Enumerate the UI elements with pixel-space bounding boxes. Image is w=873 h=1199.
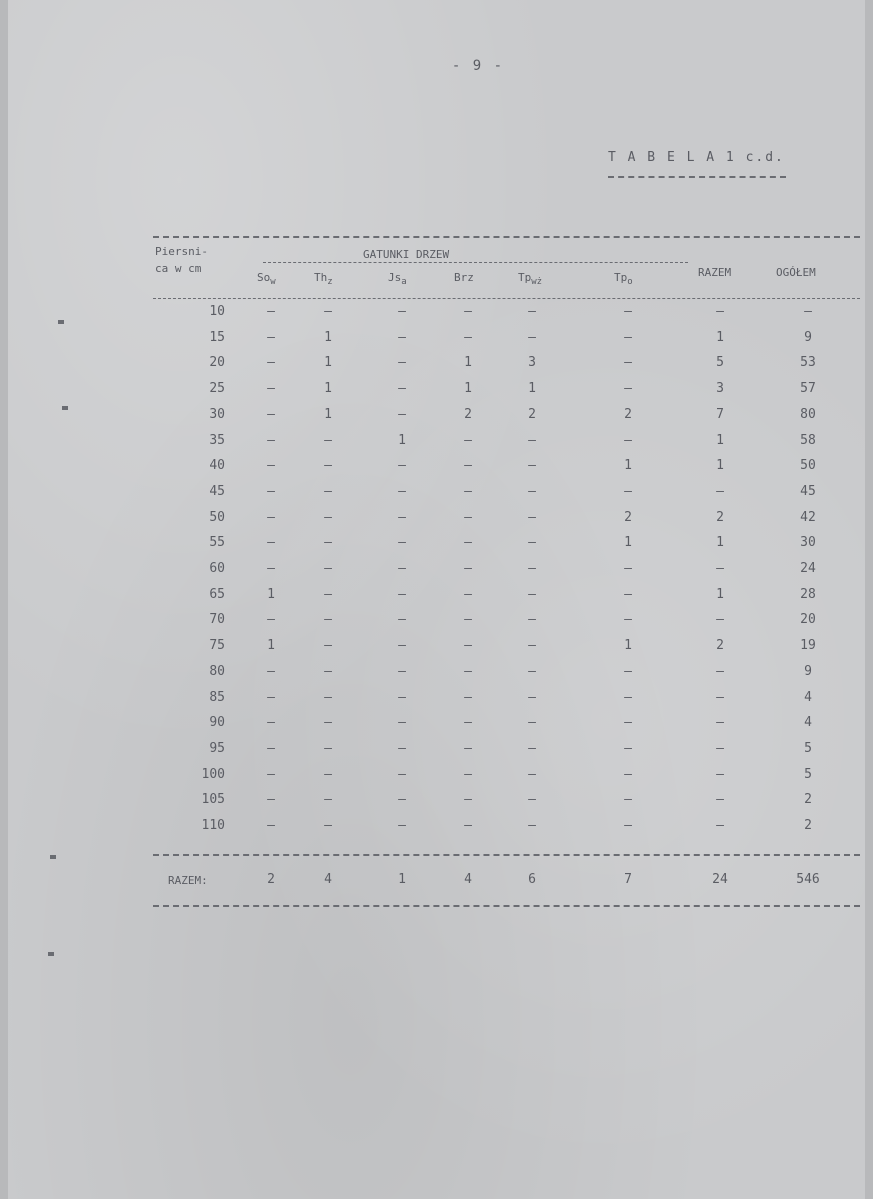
value-cell: 3 — [528, 355, 536, 371]
total-cell: 7 — [624, 872, 632, 887]
species-header-sub: a — [401, 277, 407, 288]
value-cell: – — [324, 483, 332, 499]
value-cell: – — [267, 740, 275, 756]
value-cell: – — [267, 818, 275, 833]
value-cell: 2 — [716, 509, 724, 525]
diameter-cell: 70 — [209, 612, 225, 628]
value-cell: – — [464, 689, 472, 705]
value-cell: – — [464, 304, 472, 319]
value-cell: – — [267, 689, 275, 705]
value-cell: – — [267, 406, 275, 422]
species-header-sub: z — [327, 277, 333, 288]
value-cell: 30 — [800, 535, 816, 551]
value-cell: – — [624, 304, 632, 319]
value-cell: – — [324, 509, 332, 525]
value-cell: 80 — [800, 406, 816, 422]
value-cell: – — [267, 766, 275, 782]
value-cell: – — [267, 663, 275, 679]
species-header-4 — [454, 271, 474, 284]
value-cell: – — [464, 792, 472, 808]
value-cell: – — [716, 561, 724, 576]
diameter-cell: 35 — [209, 432, 225, 448]
value-cell: 1 — [324, 381, 332, 397]
value-cell: – — [624, 561, 632, 576]
diameter-cell: 20 — [209, 355, 225, 371]
value-cell: – — [804, 304, 812, 319]
value-cell: – — [267, 792, 275, 808]
value-cell: – — [398, 535, 406, 551]
value-cell: – — [324, 715, 332, 731]
value-cell: 4 — [804, 689, 812, 705]
value-cell: – — [398, 638, 406, 654]
value-cell: 9 — [804, 329, 812, 345]
value-cell: – — [267, 304, 275, 319]
value-cell: 1 — [624, 638, 632, 654]
value-cell: – — [398, 586, 406, 602]
value-cell: – — [716, 740, 724, 756]
diameter-cell: 90 — [209, 715, 225, 731]
value-cell: – — [716, 612, 724, 628]
diameter-cell: 45 — [209, 483, 225, 499]
total-cell: 4 — [324, 872, 332, 887]
value-cell: – — [398, 406, 406, 422]
col-diameter-header-line1: Piersni- — [155, 245, 208, 258]
value-cell: – — [464, 740, 472, 756]
title-underline — [608, 176, 786, 178]
paper-sheet — [8, 0, 865, 1199]
value-cell: – — [324, 740, 332, 756]
species-header-6 — [614, 271, 633, 287]
value-cell: – — [267, 535, 275, 551]
value-cell: – — [528, 483, 536, 499]
value-cell: – — [267, 715, 275, 731]
value-cell: – — [464, 483, 472, 499]
value-cell: – — [624, 355, 632, 371]
value-cell: – — [528, 586, 536, 602]
table-top-rule — [153, 236, 860, 238]
value-cell: – — [324, 304, 332, 319]
value-cell: – — [528, 432, 536, 448]
diameter-cell: 10 — [209, 304, 225, 319]
value-cell: 1 — [324, 355, 332, 371]
value-cell: – — [398, 612, 406, 628]
value-cell: – — [324, 612, 332, 628]
value-cell: – — [398, 458, 406, 474]
value-cell: – — [398, 355, 406, 371]
species-header-1 — [257, 271, 276, 287]
diameter-cell: 40 — [209, 458, 225, 474]
value-cell: – — [624, 766, 632, 782]
diameter-cell: 80 — [209, 663, 225, 679]
value-cell: – — [528, 689, 536, 705]
species-header-3 — [388, 271, 407, 287]
value-cell: – — [464, 638, 472, 654]
value-cell: – — [624, 586, 632, 602]
value-cell: – — [267, 432, 275, 448]
margin-mark — [62, 406, 68, 410]
value-cell: 42 — [800, 509, 816, 525]
value-cell: – — [528, 561, 536, 576]
diameter-cell: 15 — [209, 329, 225, 345]
value-cell: 4 — [804, 715, 812, 731]
value-cell: – — [624, 818, 632, 833]
total-cell: 2 — [267, 872, 275, 887]
value-cell: 2 — [804, 818, 812, 833]
value-cell: 1 — [324, 406, 332, 422]
value-cell: – — [324, 561, 332, 576]
species-header-base: Tp — [518, 271, 532, 284]
value-cell: – — [464, 715, 472, 731]
value-cell: 45 — [800, 483, 816, 499]
margin-mark — [58, 320, 64, 324]
value-cell: – — [716, 766, 724, 782]
value-cell: – — [464, 612, 472, 628]
value-cell: – — [324, 638, 332, 654]
species-group-rule — [263, 262, 688, 263]
value-cell: – — [464, 766, 472, 782]
value-cell: 24 — [800, 561, 816, 576]
value-cell: – — [624, 483, 632, 499]
value-cell: – — [624, 715, 632, 731]
species-header-base: Tp — [614, 271, 628, 284]
total-cell: 6 — [528, 872, 536, 887]
species-header-base: Th — [314, 271, 328, 284]
table-bottom-rule — [153, 905, 860, 907]
value-cell: – — [528, 638, 536, 654]
value-cell: – — [528, 509, 536, 525]
value-cell: 1 — [624, 535, 632, 551]
value-cell: 1 — [624, 458, 632, 474]
value-cell: – — [324, 689, 332, 705]
species-group-header: GATUNKI DRZEW — [363, 248, 450, 261]
col-diameter-header-line2: ca w cm — [155, 262, 202, 275]
value-cell: – — [398, 329, 406, 345]
diameter-cell: 65 — [209, 586, 225, 602]
value-cell: – — [528, 818, 536, 833]
diameter-cell: 100 — [201, 766, 225, 782]
species-header-sub: wż — [531, 277, 543, 288]
total-cell: 546 — [796, 872, 820, 887]
value-cell: – — [267, 355, 275, 371]
col-ogolem-header: OGÓŁEM — [776, 266, 816, 279]
value-cell: 1 — [464, 355, 472, 371]
value-cell: – — [624, 689, 632, 705]
value-cell: – — [464, 329, 472, 345]
value-cell: 5 — [716, 355, 724, 371]
value-cell: – — [267, 329, 275, 345]
total-cell: 4 — [464, 872, 472, 887]
value-cell: 1 — [267, 638, 275, 654]
value-cell: – — [624, 381, 632, 397]
value-cell: – — [398, 304, 406, 319]
value-cell: – — [716, 663, 724, 679]
value-cell: 50 — [800, 458, 816, 474]
value-cell: – — [324, 586, 332, 602]
value-cell: – — [624, 612, 632, 628]
diameter-cell: 110 — [201, 818, 225, 833]
diameter-cell: 30 — [209, 406, 225, 422]
value-cell: 1 — [716, 458, 724, 474]
value-cell: – — [528, 458, 536, 474]
page-number: - 9 - — [451, 58, 505, 74]
value-cell: – — [398, 689, 406, 705]
value-cell: – — [528, 792, 536, 808]
value-cell: – — [624, 663, 632, 679]
species-header-5 — [518, 271, 542, 287]
value-cell: – — [624, 792, 632, 808]
value-cell: 2 — [464, 406, 472, 422]
value-cell: 2 — [528, 406, 536, 422]
value-cell: – — [624, 329, 632, 345]
value-cell: – — [716, 304, 724, 319]
value-cell: – — [324, 458, 332, 474]
value-cell: – — [398, 740, 406, 756]
value-cell: 2 — [624, 406, 632, 422]
diameter-cell: 85 — [209, 689, 225, 705]
value-cell: 1 — [716, 535, 724, 551]
value-cell: – — [398, 663, 406, 679]
value-cell: – — [716, 818, 724, 833]
value-cell: 2 — [716, 638, 724, 654]
value-cell: – — [464, 458, 472, 474]
value-cell: – — [716, 792, 724, 808]
value-cell: 58 — [800, 432, 816, 448]
diameter-cell: 25 — [209, 381, 225, 397]
value-cell: – — [528, 329, 536, 345]
value-cell: 9 — [804, 663, 812, 679]
value-cell: – — [267, 612, 275, 628]
value-cell: – — [464, 509, 472, 525]
value-cell: – — [324, 818, 332, 833]
value-cell: – — [624, 432, 632, 448]
species-header-base: Brz — [454, 271, 474, 284]
value-cell: – — [624, 740, 632, 756]
value-cell: – — [324, 535, 332, 551]
value-cell: 20 — [800, 612, 816, 628]
value-cell: 1 — [267, 586, 275, 602]
diameter-cell: 60 — [209, 561, 225, 576]
header-bottom-rule — [153, 298, 860, 299]
value-cell: – — [528, 715, 536, 731]
species-header-sub: o — [627, 277, 633, 288]
total-cell: 1 — [398, 872, 406, 887]
value-cell: 19 — [800, 638, 816, 654]
value-cell: 7 — [716, 406, 724, 422]
value-cell: – — [464, 432, 472, 448]
species-header-base: So — [257, 271, 271, 284]
value-cell: 28 — [800, 586, 816, 602]
value-cell: – — [267, 561, 275, 576]
value-cell: 5 — [804, 740, 812, 756]
value-cell: 3 — [716, 381, 724, 397]
species-header-base: Js — [388, 271, 402, 284]
value-cell: 2 — [804, 792, 812, 808]
value-cell: – — [398, 561, 406, 576]
table-title: T A B E L A 1 c.d. — [608, 150, 785, 165]
value-cell: – — [324, 663, 332, 679]
value-cell: 1 — [716, 586, 724, 602]
value-cell: 1 — [716, 432, 724, 448]
margin-mark — [48, 952, 54, 956]
margin-mark — [50, 855, 56, 859]
total-cell: 24 — [712, 872, 728, 887]
value-cell: – — [267, 483, 275, 499]
value-cell: – — [464, 561, 472, 576]
value-cell: – — [528, 612, 536, 628]
diameter-cell: 55 — [209, 535, 225, 551]
value-cell: 57 — [800, 381, 816, 397]
value-cell: 5 — [804, 766, 812, 782]
value-cell: – — [464, 818, 472, 833]
value-cell: 1 — [716, 329, 724, 345]
diameter-cell: 95 — [209, 740, 225, 756]
species-header-2 — [314, 271, 333, 287]
value-cell: 53 — [800, 355, 816, 371]
value-cell: 1 — [324, 329, 332, 345]
value-cell: – — [528, 766, 536, 782]
value-cell: – — [398, 766, 406, 782]
totals-top-rule — [153, 854, 860, 856]
value-cell: – — [267, 458, 275, 474]
value-cell: – — [528, 740, 536, 756]
value-cell: – — [398, 509, 406, 525]
value-cell: – — [398, 792, 406, 808]
species-header-sub: w — [270, 277, 276, 288]
value-cell: 1 — [464, 381, 472, 397]
value-cell: – — [324, 792, 332, 808]
value-cell: – — [324, 432, 332, 448]
value-cell: – — [528, 663, 536, 679]
totals-label: RAZEM: — [168, 874, 208, 887]
value-cell: – — [398, 381, 406, 397]
diameter-cell: 50 — [209, 509, 225, 525]
value-cell: – — [267, 509, 275, 525]
value-cell: – — [324, 766, 332, 782]
diameter-cell: 75 — [209, 638, 225, 654]
value-cell: – — [716, 715, 724, 731]
value-cell: – — [398, 715, 406, 731]
diameter-cell: 105 — [201, 792, 225, 808]
value-cell: – — [398, 483, 406, 499]
value-cell: – — [464, 663, 472, 679]
value-cell: 2 — [624, 509, 632, 525]
value-cell: 1 — [528, 381, 536, 397]
value-cell: – — [528, 304, 536, 319]
value-cell: – — [464, 586, 472, 602]
value-cell: – — [716, 689, 724, 705]
value-cell: – — [716, 483, 724, 499]
col-razem-header: RAZEM — [698, 266, 732, 279]
value-cell: – — [464, 535, 472, 551]
value-cell: 1 — [398, 432, 406, 448]
value-cell: – — [267, 381, 275, 397]
value-cell: – — [528, 535, 536, 551]
value-cell: – — [398, 818, 406, 833]
